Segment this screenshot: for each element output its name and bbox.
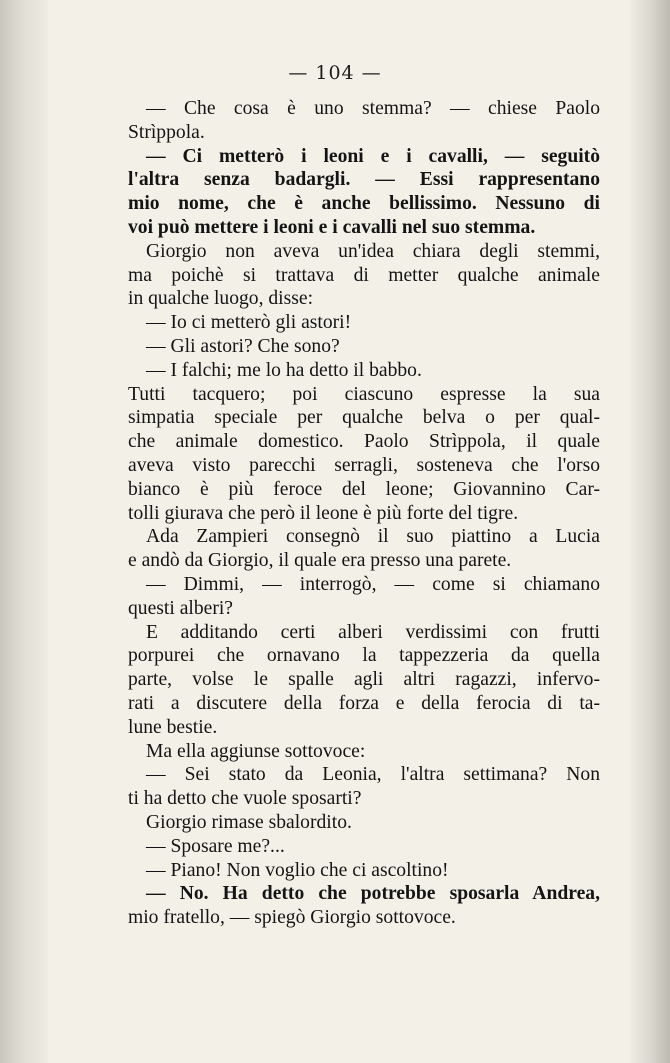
text-line: Tutti tacquero; poi ciascuno espresse la sua bbox=[128, 383, 600, 405]
text-line: parte, volse le spalle agli altri ragazzi, infervo- bbox=[128, 669, 600, 691]
text-line: lune bestie. bbox=[128, 716, 218, 738]
text-line: Giorgio rimase sbalordito. bbox=[146, 811, 352, 833]
text-line: mio nome, che è anche bellissimo. Nessuno di bbox=[128, 193, 600, 215]
text-line: aveva visto parecchi serragli, sosteneva che l'orso bbox=[128, 454, 600, 476]
text-line: voi può mettere i leoni e i cavalli nel suo stemma. bbox=[128, 216, 536, 238]
text-line: ti ha detto che vuole sposarti? bbox=[128, 788, 362, 810]
text-line: che animale domestico. Paolo Strìppola, il quale bbox=[128, 431, 600, 453]
text-line: — Dimmi, — interrogò, — come si chiamano bbox=[146, 573, 600, 595]
text-line: porpurei che ornavano la tappezzeria da quella bbox=[128, 645, 600, 667]
text-line: simpatia speciale per qualche belva o per qual- bbox=[128, 407, 600, 429]
page-number: — 104 — bbox=[288, 62, 382, 84]
text-line: e andò da Giorgio, il quale era presso una parete. bbox=[128, 550, 512, 572]
text-line: Giorgio non aveva un'idea chiara degli stemmi, bbox=[146, 240, 600, 262]
text-line: bianco è più feroce del leone; Giovannino Car- bbox=[128, 478, 600, 500]
text-line: questi alberi? bbox=[128, 597, 234, 619]
text-line: — Che cosa è uno stemma? — chiese Paolo bbox=[146, 98, 600, 119]
text-line: Ada Zampieri consegnò il suo piattino a Lucia bbox=[146, 526, 600, 548]
text-line: l'altra senza badargli. — Essi rappresentano bbox=[128, 169, 600, 191]
text-line: ma poichè si trattava di metter qualche animale bbox=[128, 264, 600, 286]
text-line: — Ci metterò i leoni e i cavalli, — seguitò bbox=[146, 145, 600, 167]
text-line: Ma ella aggiunse sottovoce: bbox=[146, 740, 366, 762]
text-line: E additando certi alberi verdissimi con frutti bbox=[146, 621, 600, 643]
text-line: — Gli astori? Che sono? bbox=[146, 335, 340, 357]
body-text bbox=[128, 97, 600, 930]
text-line: — Sposare me?... bbox=[146, 835, 285, 857]
text-line: — Io ci metterò gli astori! bbox=[146, 312, 352, 334]
text-line: in qualche luogo, disse: bbox=[128, 288, 314, 310]
scan-edge-left bbox=[0, 0, 48, 1063]
text-line: — Sei stato da Leonia, l'altra settimana? Non bbox=[146, 764, 600, 786]
text-line: — Piano! Non voglio che ci ascoltino! bbox=[146, 859, 449, 881]
text-line: tolli giurava che però il leone è più forte del tigre. bbox=[128, 502, 519, 524]
text-line: — No. Ha detto che potrebbe sposarla Andrea, bbox=[146, 883, 600, 905]
text-line: Strìppola. bbox=[128, 121, 205, 143]
scan-edge-right bbox=[630, 0, 670, 1063]
text-line: rati a discutere della forza e della ferocia di ta- bbox=[128, 692, 600, 714]
text-line: mio fratello, — spiegò Giorgio sottovoce. bbox=[128, 907, 456, 929]
text-line: — I falchi; me lo ha detto il babbo. bbox=[146, 359, 422, 381]
